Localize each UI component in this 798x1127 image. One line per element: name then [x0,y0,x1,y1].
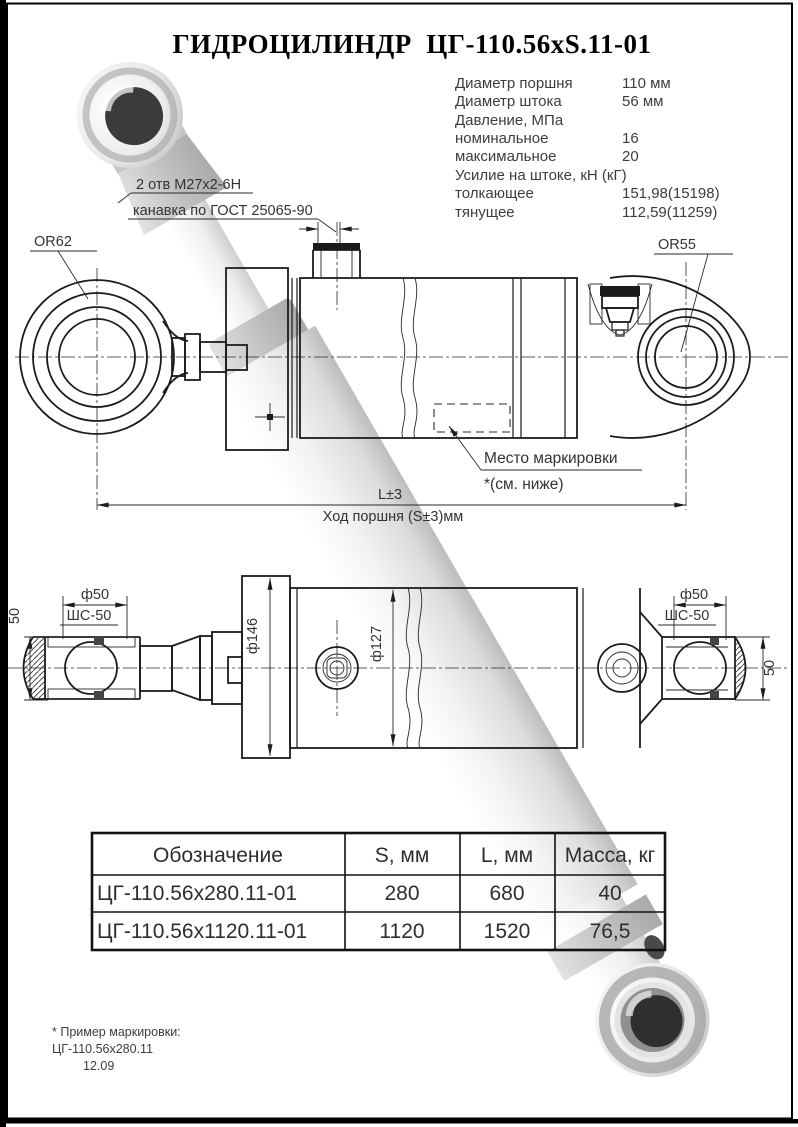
spec-value: 16 [622,130,639,147]
spec-value: 56 мм [622,93,664,110]
footnote-line3: 12.09 [83,1059,115,1073]
table-header-s: S, мм [374,844,430,867]
spec-label: Диаметр поршня [455,75,573,92]
spec-label: максимальное [455,148,557,165]
label-bearing-left: ШС-50 [66,608,112,624]
footnote [52,1025,181,1073]
label-radius-right: ОR55 [658,237,696,253]
label-radius-left: ОR62 [34,234,72,250]
spec-value: 20 [622,148,639,165]
spec-label: тянущее [455,204,515,221]
spec-label: толкающее [455,185,534,202]
footnote-line1: * Пример маркировки: [52,1025,181,1039]
table-header-mass: Масса, кг [564,844,656,867]
svg-text:1520: 1520 [483,920,531,943]
svg-text:40: 40 [598,882,622,905]
spec-label: Давление, МПа [455,112,564,129]
label-dia50-left: ф50 [80,587,110,603]
label-stroke: Ход поршня (S±3)мм [322,509,464,525]
label-marking-ref: *(см. ниже) [484,476,564,493]
table-header-designation: Обозначение [153,844,283,867]
table-header-l: L, мм [480,844,534,867]
label-groove: канавка по ГОСТ 25065-90 [133,203,313,219]
label-marking-place: Место маркировки [484,450,618,467]
label-dia127: ф127 [369,625,385,663]
port-boss-top [299,222,360,278]
svg-text:ЦГ-110.56х280.11-01: ЦГ-110.56х280.11-01 [97,882,298,905]
spec-label: номинальное [455,130,549,147]
label-50-left: 50 [7,607,23,625]
spec-label: Усилие на штоке, кН (кГ) [455,167,627,184]
page-title: ГИДРОЦИЛИНДР ЦГ-110.56xS.11-01 [172,29,652,59]
label-dia50-right: ф50 [679,587,709,603]
label-length: L±3 [377,487,403,503]
spec-value: 151,98(15198) [622,185,720,202]
label-bearing-right: ШС-50 [664,608,710,624]
svg-text:280: 280 [384,882,420,905]
svg-text:680: 680 [489,882,525,905]
label-dia146: ф146 [245,617,261,655]
svg-text:76,5: 76,5 [589,920,631,943]
port-fitting-right [588,284,652,336]
spec-label: Диаметр штока [455,93,562,110]
flange-lower [228,576,290,758]
spec-value: 112,59(11259) [622,204,718,221]
svg-text:ЦГ-110.56х1120.11-01: ЦГ-110.56х1120.11-01 [97,920,308,943]
spec-value: 110 мм [622,75,671,92]
label-holes: 2 отв М27х2-6Н [136,177,242,193]
label-50-right: 50 [762,659,778,677]
svg-text:1120: 1120 [379,920,425,943]
spec-block [455,75,720,221]
footnote-line2: ЦГ-110.56х280.11 [52,1042,154,1056]
